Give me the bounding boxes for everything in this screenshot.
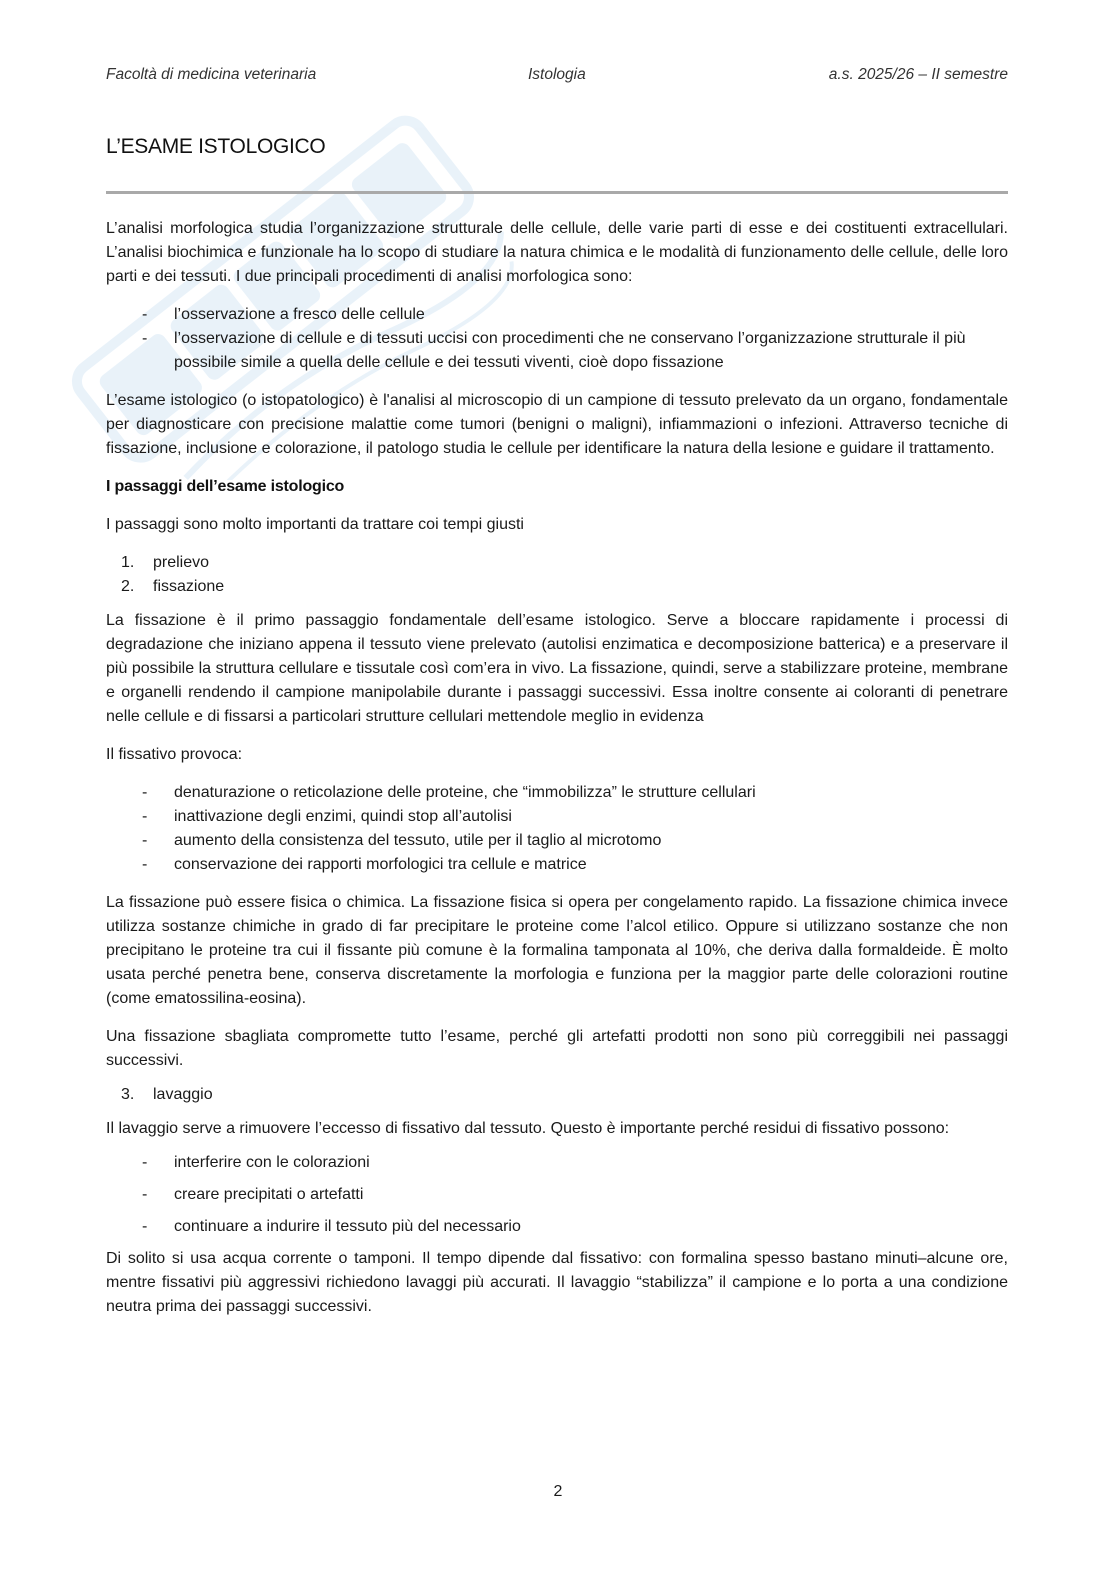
main-content	[106, 217, 1008, 1319]
list-item: - continuare a indurire il tessuto più del necessario	[106, 1215, 1008, 1239]
step-number: 1.	[121, 554, 135, 571]
list-item: - l’osservazione di cellule e di tessuti uccisi con procedimenti che ne conservano l’organizzazione strutturale il più possibile simile a quella delle cellule e dei tessuti viventi, cioè dopo fissazione	[106, 327, 1008, 375]
list-item: - aumento della consistenza del tessuto, utile per il taglio al microtomo	[106, 829, 1008, 853]
page-title: L’ESAME ISTOLOGICO	[106, 135, 326, 158]
intro-paragraph: L’analisi morfologica studia l’organizzazione strutturale delle cellule, delle varie parti di esse e dei costituenti extracellulari. L’analisi biochimica e funzionale ha lo scopo di studiare la natura chimica e le modalità di funzionamento delle cellule, delle loro parti e dei tessuti. I due principali procedimenti di analisi morfologica sono:	[106, 220, 1008, 285]
lavaggio-risks-list	[106, 1151, 1008, 1239]
header-faculty: Facoltà di medicina veterinaria	[106, 66, 317, 83]
steps-list	[106, 551, 1008, 599]
fissativo-effects-list	[106, 781, 1008, 877]
list-item: - conservazione dei rapporti morfologici tra cellule e matrice	[106, 853, 1008, 877]
list-item: - interferire con le colorazioni	[106, 1151, 1008, 1175]
title-divider	[106, 191, 1008, 194]
step-item	[106, 575, 1008, 599]
running-header	[106, 66, 1008, 88]
section-heading: I passaggi dell’esame istologico	[106, 478, 345, 495]
section-lead: I passaggi sono molto importanti da trattare coi tempi giusti	[106, 516, 524, 533]
step-number: 2.	[121, 578, 135, 595]
list-item: - l’osservazione a fresco delle cellule	[106, 303, 1008, 327]
list-item: - inattivazione degli enzimi, quindi stop all’autolisi	[106, 805, 1008, 829]
fissativo-provoca-label: Il fissativo provoca:	[106, 746, 243, 763]
esame-istologico-paragraph: L’esame istologico (o istopatologico) è l'analisi al microscopio di un campione di tessuto prelevato da un organo, fondamentale per diagnosticare con precisione malattie come tumori (benigni o maligni), infiammazioni o infezioni. Attraverso tecniche di fissazione, inclusione e colorazione, il patologo studia le cellule per identificare la natura della lesione e guidare il trattamento.	[106, 392, 1008, 457]
analysis-methods-list	[106, 303, 1008, 375]
fissazione-types-paragraph: La fissazione può essere fisica o chimica. La fissazione fisica si opera per congelamento rapido. La fissazione chimica invece utilizza sostanze chimiche in grado di far precipitare le proteine come l’alcol etilico. Oppure si utilizzano sostanze che non precipitano le proteine tra cui il fissante più comune è la formalina tamponata al 10%, che deriva dalla formaldeide. È molto usata perché penetra bene, conserva discretamente la morfologia e funziona per la maggior parte delle colorazioni routine (come ematossilina-eosina).	[106, 894, 1008, 1007]
step-item	[106, 1083, 1008, 1107]
step-item	[106, 551, 1008, 575]
page-number: 2	[553, 1483, 563, 1500]
step-number: 3.	[121, 1086, 135, 1103]
fissazione-paragraph: La fissazione è il primo passaggio fondamentale dell’esame istologico. Serve a bloccare rapidamente i processi di degradazione che iniziano appena il tessuto viene prelevato (autolisi enzimatica e decomposizione batterica) e a preservare il più possibile la struttura cellulare e tissutale così com’era in vivo. La fissazione, quindi, serve a stabilizzare proteine, membrane e organelli rendendo il campione manipolabile durante i passaggi successivi. Essa inoltre consente ai coloranti di penetrare nelle cellule e di fissarsi a particolari strutture cellulari mettendole meglio in evidenza	[106, 612, 1008, 725]
step-label: lavaggio	[153, 1086, 213, 1103]
list-item: - denaturazione o reticolazione delle proteine, che “immobilizza” le strutture cellulari	[106, 781, 1008, 805]
fissazione-warning-paragraph: Una fissazione sbagliata compromette tutto l’esame, perché gli artefatti prodotti non sono più correggibili nei passaggi successivi.	[106, 1028, 1008, 1069]
steps-list-continued	[106, 1083, 1008, 1107]
step-label: fissazione	[153, 578, 225, 595]
header-academic-year: a.s. 2025/26 – II semestre	[828, 66, 1008, 83]
step-label: prelievo	[153, 554, 210, 571]
header-course: Istologia	[528, 66, 586, 83]
lavaggio-final-paragraph: Di solito si usa acqua corrente o tamponi. Il tempo dipende dal fissativo: con formalina spesso bastano minuti–alcune ore, mentre fissativi più aggressivi richiedono lavaggi più accurati. Il lavaggio “stabilizza” il campione e lo porta a una condizione neutra prima dei passaggi successivi.	[106, 1250, 1008, 1315]
list-item: - creare precipitati o artefatti	[106, 1183, 1008, 1207]
lavaggio-paragraph: Il lavaggio serve a rimuovere l’eccesso di fissativo dal tessuto. Questo è importante perché residui di fissativo possono:	[106, 1120, 950, 1137]
